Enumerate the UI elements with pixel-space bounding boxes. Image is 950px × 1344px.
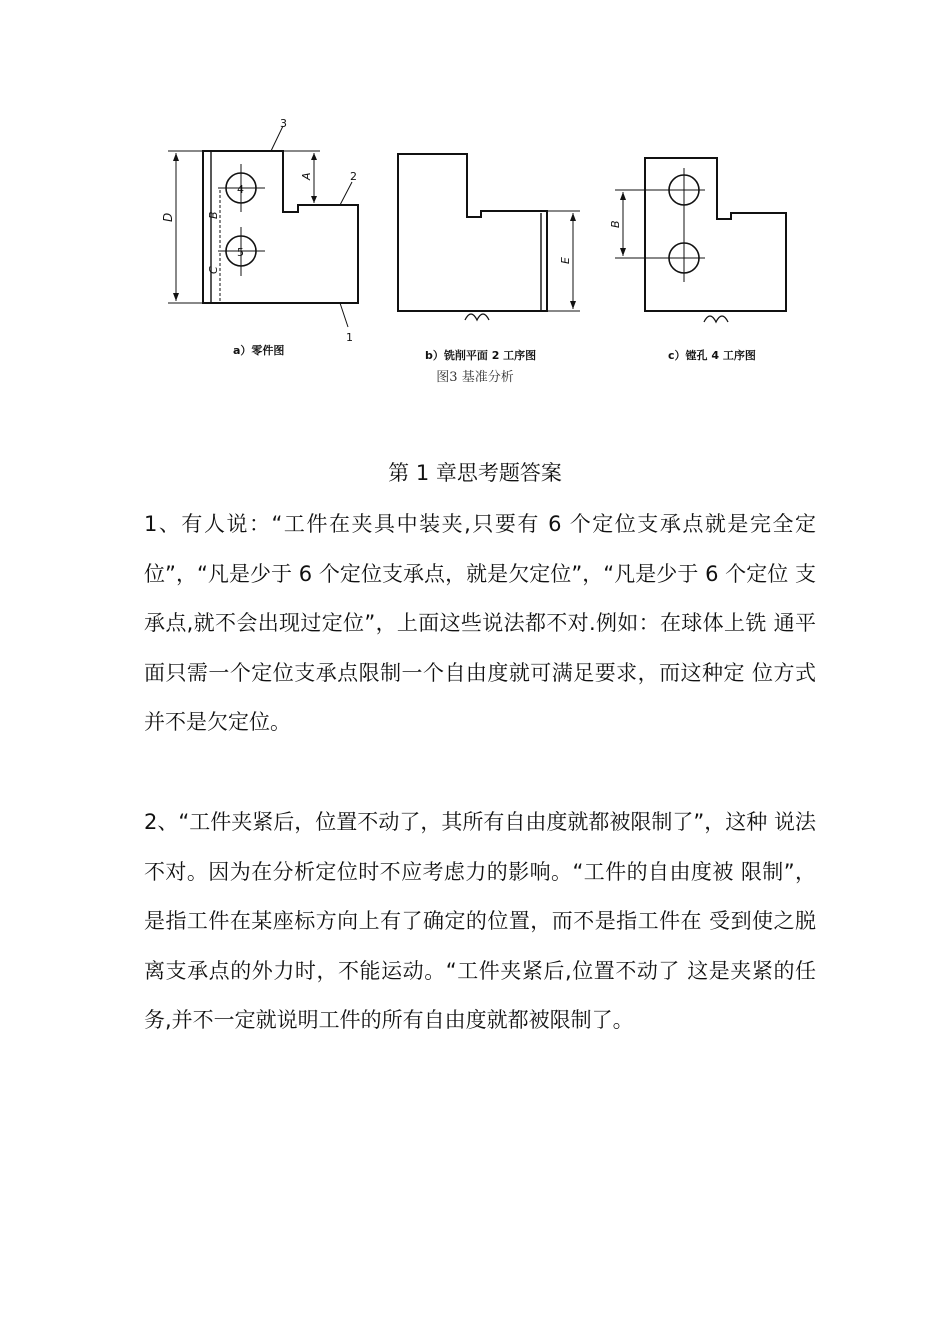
part-c-outline [645, 158, 786, 311]
subfigure-caption-c: c）镗孔 4 工序图 [668, 349, 756, 362]
subfigure-caption-b: b）铣削平面 2 工序图 [425, 349, 537, 362]
figure-base-analysis [0, 0, 950, 400]
dim-label-a: A [300, 172, 313, 180]
part-label-3: 3 [280, 117, 287, 130]
drawing-a-part [168, 126, 358, 327]
part-label-1: 1 [346, 331, 353, 344]
part-label-4: 4 [237, 183, 244, 196]
drawing-b-milling [398, 154, 580, 320]
part-a-outline [203, 151, 358, 303]
dim-label-c: C [207, 266, 220, 274]
dim-label-b-c: B [609, 220, 622, 228]
chapter-title: 第 1 章思考题答案 [388, 461, 562, 485]
dim-label-d: D [161, 212, 175, 222]
part-drawings [0, 0, 950, 400]
dim-label-b-a: B [207, 211, 220, 219]
figure-caption: 图3 基准分析 [436, 370, 514, 385]
dim-label-e: E [559, 257, 572, 264]
part-label-5: 5 [237, 246, 244, 259]
drawing-c-boring [615, 158, 786, 322]
answer-paragraph-1: 1、有人说：“工件在夹具中装夹,只要有 6 个定位支承点就是完全定位”，“凡是少于 6 个定位支承点，就是欠定位”，“凡是少于 6 个定位 支承点,就不会出现过定位”，上面这些说法都不对.例如：在球体上铣 通平面只需一个定位支承点限制一个自由度就可满足要求，而这种定 位方式并不是欠定位。 [144, 512, 816, 734]
subfigure-caption-a: a）零件图 [233, 344, 285, 357]
part-b-outline [398, 154, 547, 311]
part-label-2: 2 [350, 170, 357, 183]
answer-paragraph-2: 2、“工件夹紧后，位置不动了，其所有自由度就都被限制了”，这种 说法不对。因为在分析定位时不应考虑力的影响。“工件的自由度被 限制”，是指工件在某座标方向上有了确定的位置，而不是指工件在 受到使之脱离支承点的外力时，不能运动。“工件夹紧后,位置不动了 这是夹紧的任务,并不一定就说明工件的所有自由度就都被限制了。 [144, 810, 816, 1032]
